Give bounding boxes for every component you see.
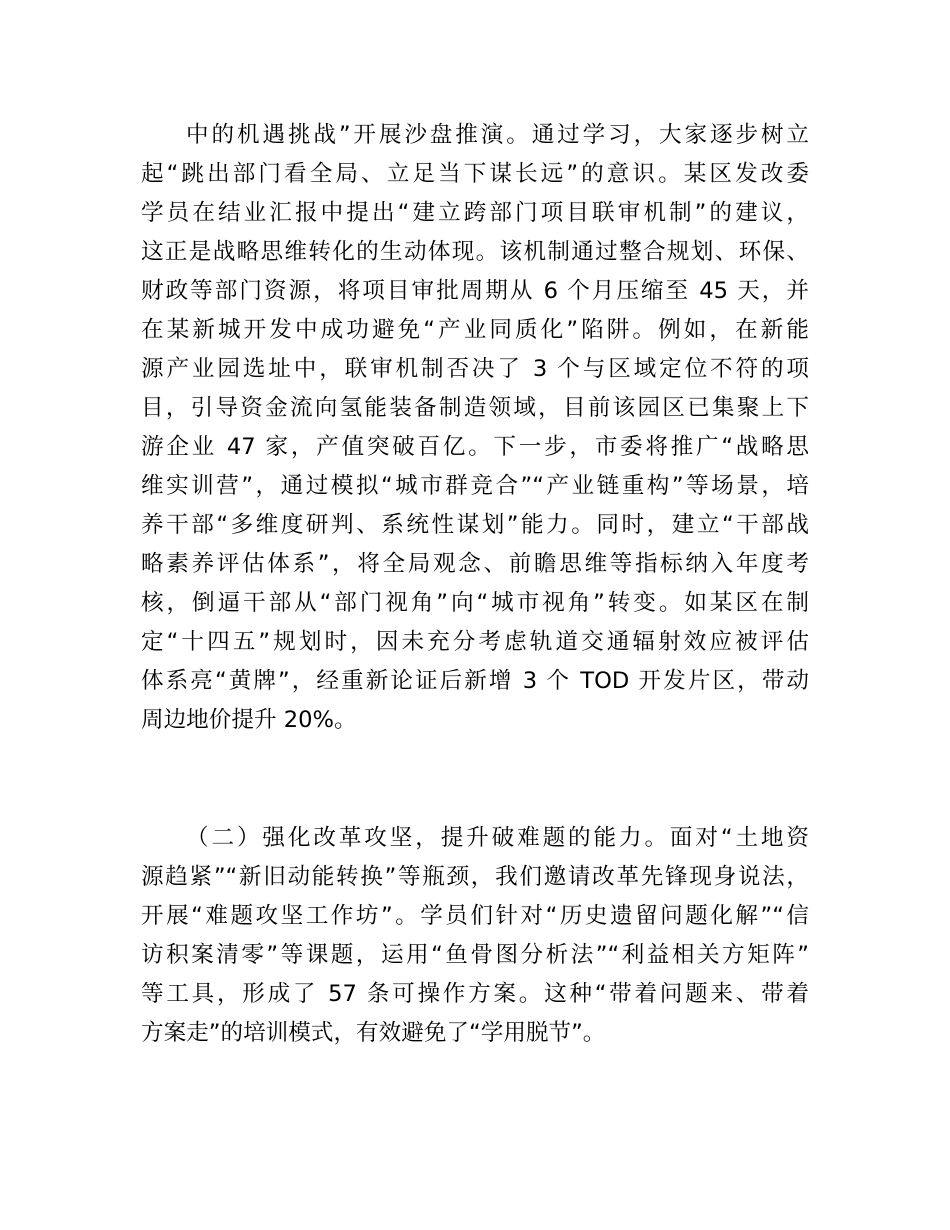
text-line: 源趋紧”“新旧动能转换”等瓶颈，我们邀请改革先锋现身说法， [141, 864, 809, 890]
text-line: 源产业园选址中，联审机制否决了 3 个与区域定位不符的项 [141, 356, 809, 382]
text-line: 周边地价提升 20%。 [141, 707, 357, 733]
text-line: 方案走”的培训模式，有效避免了“学用脱节”。 [141, 1020, 606, 1046]
text-line: 略素养评估体系”，将全局观念、前瞻思维等指标纳入年度考 [141, 551, 809, 577]
text-line: 这正是战略思维转化的生动体现。该机制通过整合规划、环保、 [141, 239, 809, 265]
text-line: 起“跳出部门看全局、立足当下谋长远”的意识。某区发改委 [141, 161, 809, 187]
text-line: 学员在结业汇报中提出“建立跨部门项目联审机制”的建议， [141, 200, 809, 226]
text-line: 目，引导资金流向氢能装备制造领域，目前该园区已集聚上下 [141, 395, 809, 421]
text-line: 体系亮“黄牌”，经重新论证后新增 3 个 TOD 开发片区，带动 [141, 668, 809, 694]
text-line: 游企业 47 家，产值突破百亿。下一步，市委将推广“战略思 [141, 434, 809, 460]
text-line: 等工具，形成了 57 条可操作方案。这种“带着问题来、带着 [141, 981, 809, 1007]
text-line: 财政等部门资源，将项目审批周期从 6 个月压缩至 45 天，并 [141, 278, 809, 304]
text-line: 访积案清零”等课题，运用“鱼骨图分析法”“利益相关方矩阵” [141, 942, 809, 968]
text-line: 核，倒逼干部从“部门视角”向“城市视角”转变。如某区在制 [141, 590, 809, 616]
text-line: 维实训营”，通过模拟“城市群竞合”“产业链重构”等场景，培 [141, 473, 809, 499]
paragraph-reform-section [141, 819, 809, 1053]
text-line: 养干部“多维度研判、系统性谋划”能力。同时，建立“干部战 [141, 512, 809, 538]
text-line: 中的机遇挑战”开展沙盘推演。通过学习，大家逐步树立 [186, 122, 809, 148]
text-line: 定“十四五”规划时，因未充分考虑轨道交通辐射效应被评估 [141, 629, 809, 655]
text-line: 开展“难题攻坚工作坊”。学员们针对“历史遗留问题化解”“信 [141, 903, 809, 929]
text-line: 在某新城开发中成功避免“产业同质化”陷阱。例如，在新能 [141, 317, 809, 343]
paragraph-strategic-thinking [141, 116, 809, 740]
section-heading-line: （二）强化改革攻坚，提升破难题的能力。面对“土地资 [186, 825, 809, 851]
